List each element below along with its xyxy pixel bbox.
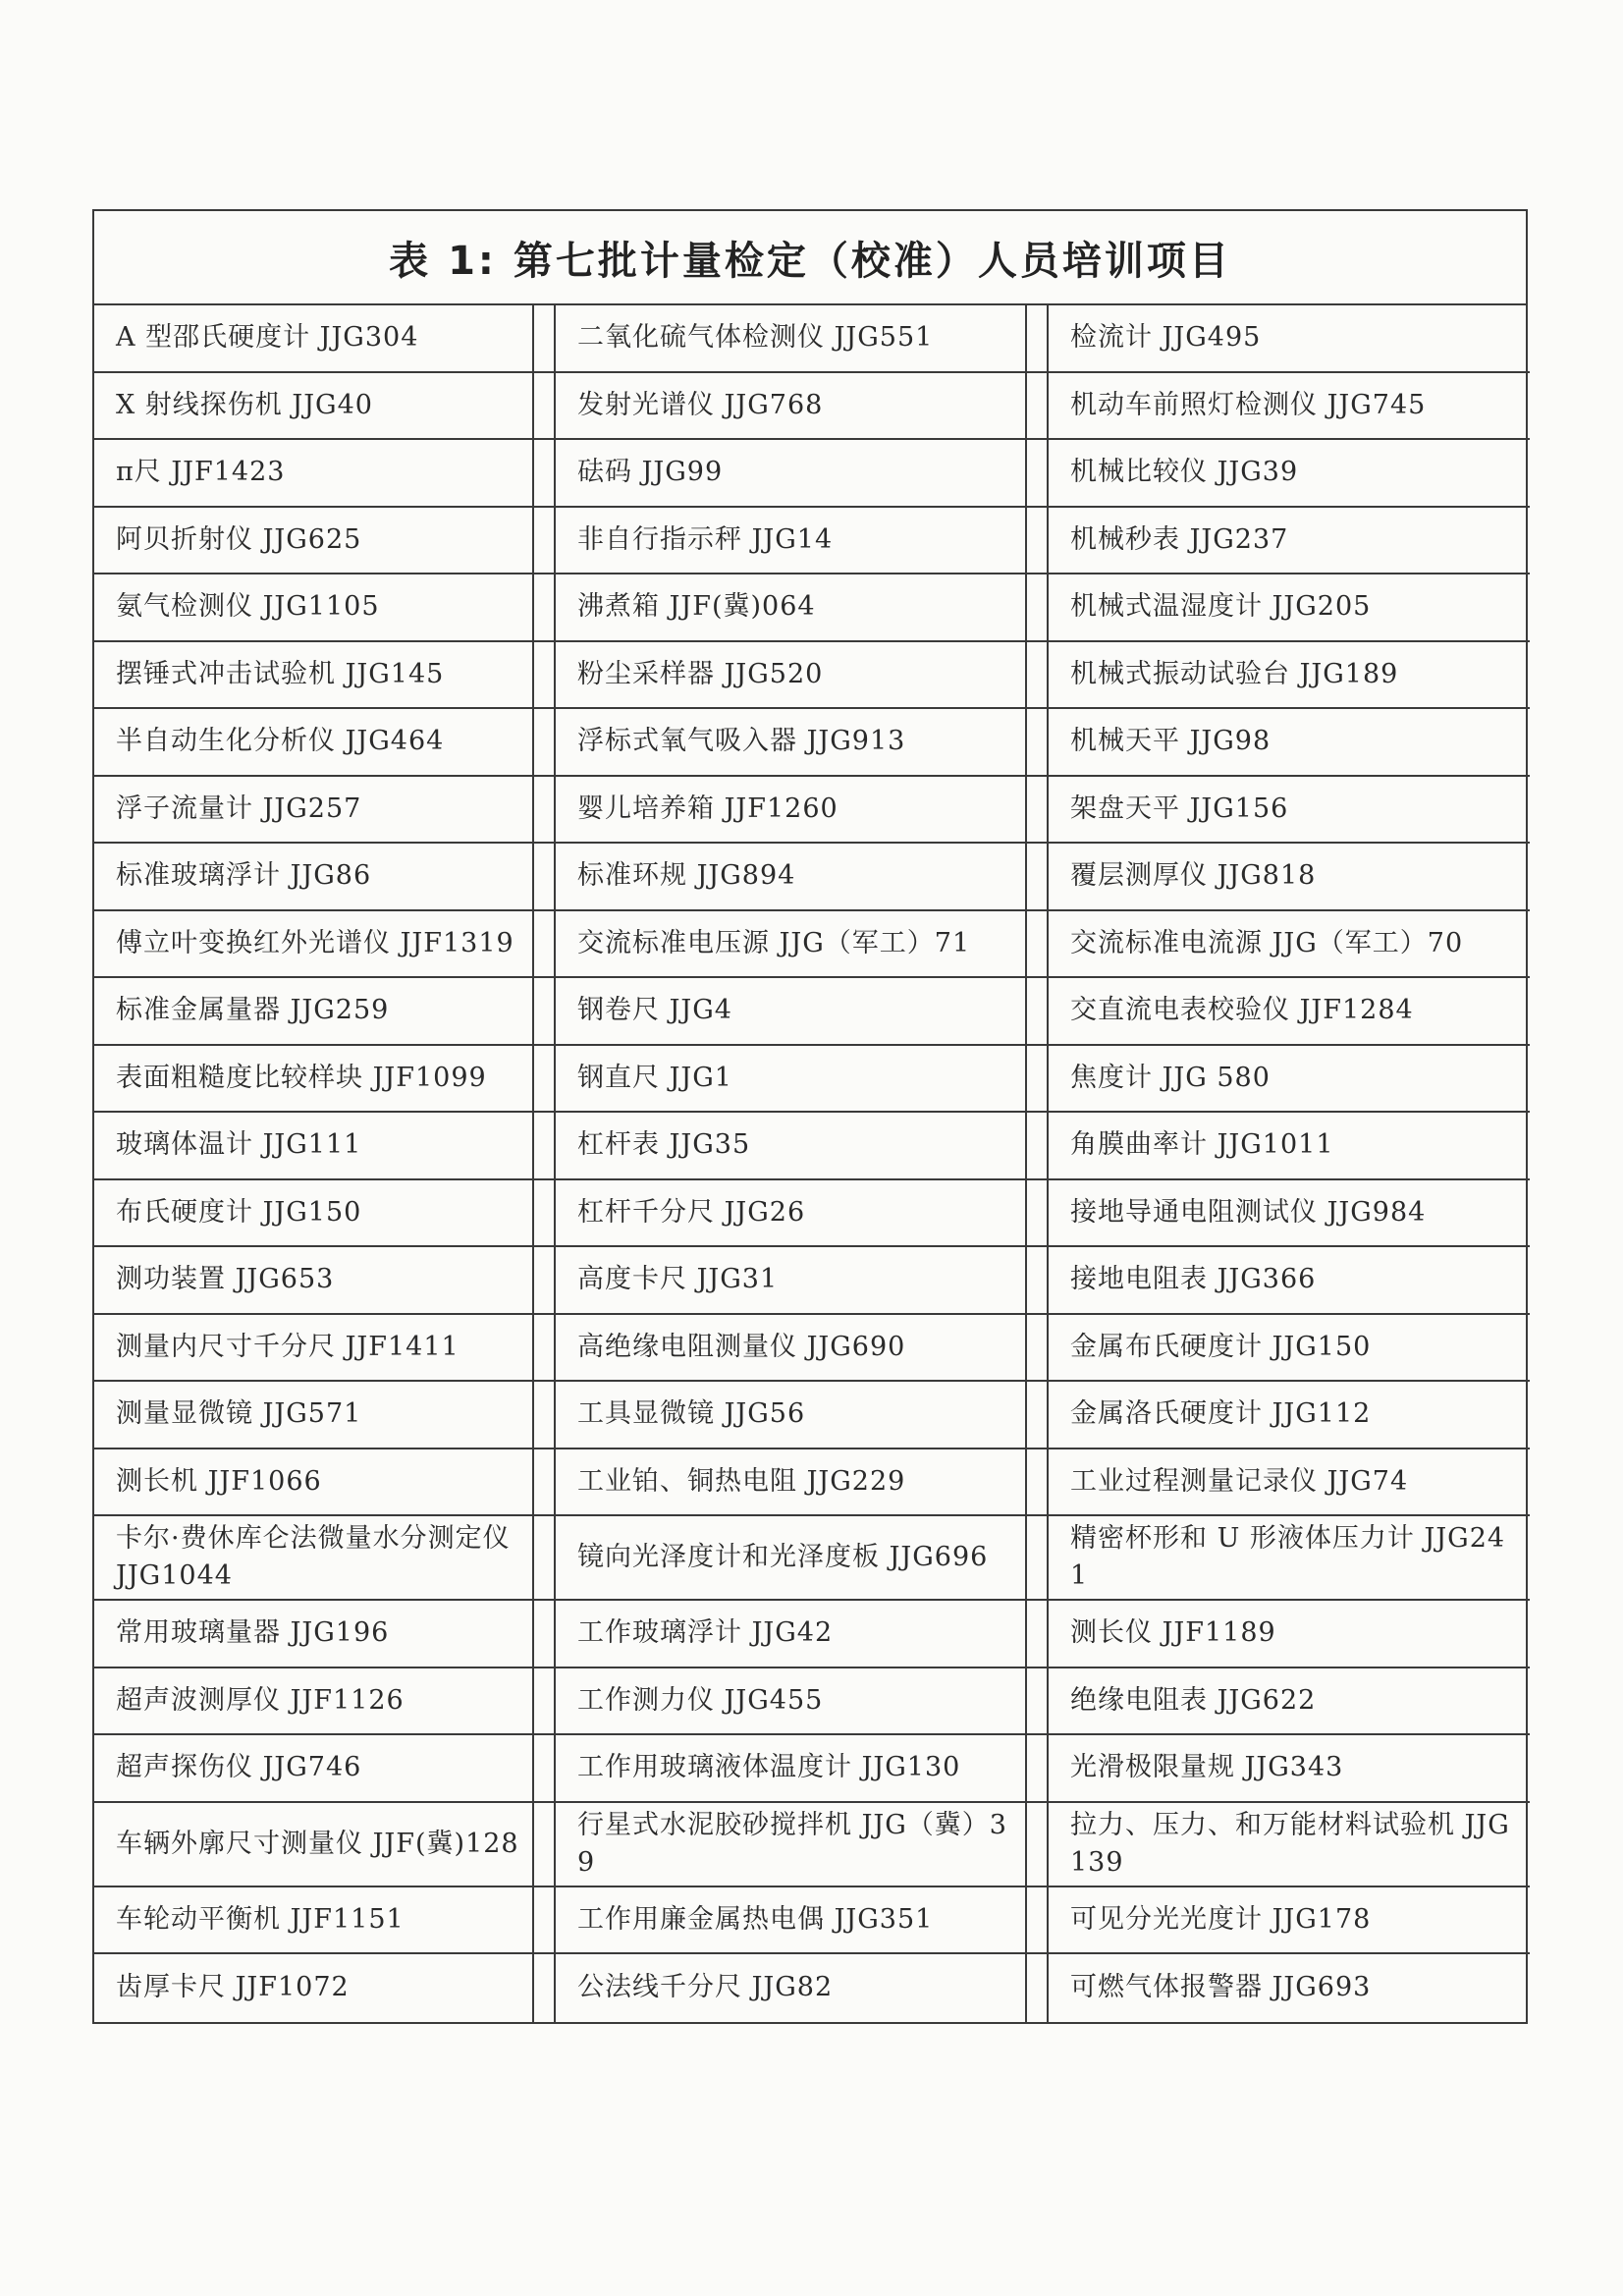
column-gap bbox=[534, 911, 556, 979]
table-cell: 机械比较仪 JJG39 bbox=[1049, 440, 1530, 508]
column-gap bbox=[1027, 1449, 1049, 1517]
table-cell: 齿厚卡尺 JJF1072 bbox=[94, 1954, 534, 2022]
table-cell: 卡尔·费休库仑法微量水分测定仪 JJG1044 bbox=[94, 1516, 534, 1601]
column-gap bbox=[1027, 1735, 1049, 1803]
table-cell: 非自行指示秤 JJG14 bbox=[556, 508, 1027, 575]
table-cell: 焦度计 JJG 580 bbox=[1049, 1046, 1530, 1114]
table-row bbox=[94, 1315, 1530, 1383]
items-grid-body bbox=[94, 305, 1530, 2022]
table-row bbox=[94, 1046, 1530, 1114]
column-gap bbox=[534, 642, 556, 710]
table-cell: 高绝缘电阻测量仪 JJG690 bbox=[556, 1315, 1027, 1383]
column-gap bbox=[534, 978, 556, 1046]
column-gap bbox=[1027, 642, 1049, 710]
table-row bbox=[94, 1113, 1530, 1180]
column-gap bbox=[1027, 1113, 1049, 1180]
table-cell: 接地电阻表 JJG366 bbox=[1049, 1247, 1530, 1315]
table-cell: 机械式温湿度计 JJG205 bbox=[1049, 574, 1530, 642]
table-row bbox=[94, 844, 1530, 911]
column-gap bbox=[1027, 978, 1049, 1046]
column-gap bbox=[1027, 911, 1049, 979]
table-cell: 镜向光泽度计和光泽度板 JJG696 bbox=[556, 1516, 1027, 1601]
table-cell: 布氏硬度计 JJG150 bbox=[94, 1180, 534, 1248]
table-cell: 车轮动平衡机 JJF1151 bbox=[94, 1887, 534, 1955]
table-row bbox=[94, 1516, 1530, 1601]
column-gap bbox=[534, 440, 556, 508]
table-cell: X 射线探伤机 JJG40 bbox=[94, 373, 534, 441]
table-cell: 杠杆表 JJG35 bbox=[556, 1113, 1027, 1180]
table-cell: 玻璃体温计 JJG111 bbox=[94, 1113, 534, 1180]
column-gap bbox=[534, 1601, 556, 1668]
column-gap bbox=[534, 1247, 556, 1315]
table-cell: 交直流电表校验仪 JJF1284 bbox=[1049, 978, 1530, 1046]
table-row bbox=[94, 642, 1530, 710]
table-cell: 公法线千分尺 JJG82 bbox=[556, 1954, 1027, 2022]
table-row bbox=[94, 1668, 1530, 1736]
table-cell: 标准金属量器 JJG259 bbox=[94, 978, 534, 1046]
table-cell: 交流标准电流源 JJG（军工）70 bbox=[1049, 911, 1530, 979]
table-cell: 超声探伤仪 JJG746 bbox=[94, 1735, 534, 1803]
table-cell: 钢卷尺 JJG4 bbox=[556, 978, 1027, 1046]
column-gap bbox=[534, 1382, 556, 1449]
table-cell: 检流计 JJG495 bbox=[1049, 305, 1530, 373]
table-cell: 傅立叶变换红外光谱仪 JJF1319 bbox=[94, 911, 534, 979]
table-cell: 阿贝折射仪 JJG625 bbox=[94, 508, 534, 575]
table-cell: 半自动生化分析仪 JJG464 bbox=[94, 709, 534, 777]
table-cell: 接地导通电阻测试仪 JJG984 bbox=[1049, 1180, 1530, 1248]
title-row bbox=[94, 211, 1526, 305]
table-cell: 机械式振动试验台 JJG189 bbox=[1049, 642, 1530, 710]
table-cell: A 型邵氏硬度计 JJG304 bbox=[94, 305, 534, 373]
table-cell: 工作用玻璃液体温度计 JJG130 bbox=[556, 1735, 1027, 1803]
column-gap bbox=[1027, 1382, 1049, 1449]
column-gap bbox=[534, 574, 556, 642]
column-gap bbox=[534, 373, 556, 441]
column-gap bbox=[1027, 305, 1049, 373]
table-cell: 氨气检测仪 JJG1105 bbox=[94, 574, 534, 642]
table-cell: π尺 JJF1423 bbox=[94, 440, 534, 508]
table-cell: 机动车前照灯检测仪 JJG745 bbox=[1049, 373, 1530, 441]
table-cell: 测量内尺寸千分尺 JJF1411 bbox=[94, 1315, 534, 1383]
page-title: 表 1: 第七批计量检定（校准）人员培训项目 bbox=[389, 238, 1231, 284]
table-cell: 测量显微镜 JJG571 bbox=[94, 1382, 534, 1449]
column-gap bbox=[1027, 1315, 1049, 1383]
column-gap bbox=[1027, 508, 1049, 575]
table-cell: 常用玻璃量器 JJG196 bbox=[94, 1601, 534, 1668]
table-cell: 标准环规 JJG894 bbox=[556, 844, 1027, 911]
table-cell: 发射光谱仪 JJG768 bbox=[556, 373, 1027, 441]
table-cell: 摆锤式冲击试验机 JJG145 bbox=[94, 642, 534, 710]
table-cell: 金属布氏硬度计 JJG150 bbox=[1049, 1315, 1530, 1383]
column-gap bbox=[1027, 844, 1049, 911]
table-row bbox=[94, 1247, 1530, 1315]
table-cell: 浮子流量计 JJG257 bbox=[94, 777, 534, 845]
table-cell: 超声波测厚仪 JJF1126 bbox=[94, 1668, 534, 1736]
table-cell: 可燃气体报警器 JJG693 bbox=[1070, 1972, 1372, 2003]
items-grid bbox=[94, 305, 1530, 2022]
table-row bbox=[94, 1954, 1530, 2022]
table-row bbox=[94, 574, 1530, 642]
column-gap bbox=[1027, 1046, 1049, 1114]
table-cell: 砝码 JJG99 bbox=[556, 440, 1027, 508]
column-gap bbox=[534, 1668, 556, 1736]
table-cell: 交流标准电压源 JJG（军工）71 bbox=[556, 911, 1027, 979]
column-gap bbox=[1027, 574, 1049, 642]
table-cell: 工业过程测量记录仪 JJG74 bbox=[1049, 1449, 1530, 1517]
table-row bbox=[94, 978, 1530, 1046]
column-gap bbox=[1027, 1180, 1049, 1248]
column-gap bbox=[1027, 1803, 1049, 1887]
table-cell: 工作用廉金属热电偶 JJG351 bbox=[556, 1887, 1027, 1955]
column-gap bbox=[1027, 1516, 1049, 1601]
table-cell: 行星式水泥胶砂搅拌机 JJG（冀）39 bbox=[556, 1803, 1027, 1887]
table-cell: 车辆外廓尺寸测量仪 JJF(冀)128 bbox=[94, 1803, 534, 1887]
table-cell: 婴儿培养箱 JJF1260 bbox=[556, 777, 1027, 845]
column-gap bbox=[534, 1887, 556, 1955]
table-row bbox=[94, 777, 1530, 845]
table-cell: 光滑极限量规 JJG343 bbox=[1049, 1735, 1530, 1803]
column-gap bbox=[534, 1516, 556, 1601]
column-gap bbox=[534, 1315, 556, 1383]
column-gap bbox=[534, 1735, 556, 1803]
table-cell: 工具显微镜 JJG56 bbox=[556, 1382, 1027, 1449]
table-row bbox=[94, 709, 1530, 777]
column-gap bbox=[1027, 373, 1049, 441]
table-cell: 机械秒表 JJG237 bbox=[1049, 508, 1530, 575]
table-cell: 标准玻璃浮计 JJG86 bbox=[94, 844, 534, 911]
column-gap bbox=[534, 709, 556, 777]
table-cell: 二氧化硫气体检测仪 JJG551 bbox=[556, 305, 1027, 373]
table-row bbox=[94, 1382, 1530, 1449]
table-row bbox=[94, 1735, 1530, 1803]
table-cell: 工作玻璃浮计 JJG42 bbox=[556, 1601, 1027, 1668]
training-items-table bbox=[92, 209, 1528, 2024]
column-gap bbox=[534, 1449, 556, 1517]
table-cell: 测长仪 JJF1189 bbox=[1049, 1601, 1530, 1668]
table-row bbox=[94, 1449, 1530, 1517]
column-gap bbox=[534, 1180, 556, 1248]
column-gap bbox=[534, 1954, 556, 2022]
table-cell: 工业铂、铜热电阻 JJG229 bbox=[556, 1449, 1027, 1517]
table-cell: 可见分光光度计 JJG178 bbox=[1049, 1887, 1530, 1955]
table-cell: 高度卡尺 JJG31 bbox=[556, 1247, 1027, 1315]
table-cell: 表面粗糙度比较样块 JJF1099 bbox=[94, 1046, 534, 1114]
column-gap bbox=[1027, 1601, 1049, 1668]
table-row bbox=[94, 911, 1530, 979]
table-row bbox=[94, 1887, 1530, 1955]
column-gap bbox=[1027, 440, 1049, 508]
table-cell: 覆层测厚仪 JJG818 bbox=[1049, 844, 1530, 911]
table-row bbox=[94, 373, 1530, 441]
column-gap bbox=[534, 844, 556, 911]
column-gap bbox=[534, 1046, 556, 1114]
table-cell: 沸煮箱 JJF(冀)064 bbox=[556, 574, 1027, 642]
table-cell: 工作测力仪 JJG455 bbox=[556, 1668, 1027, 1736]
table-cell: 浮标式氧气吸入器 JJG913 bbox=[556, 709, 1027, 777]
table-cell: 拉力、压力、和万能材料试验机 JJG139 bbox=[1049, 1803, 1530, 1887]
column-gap bbox=[1027, 709, 1049, 777]
column-gap bbox=[1027, 777, 1049, 845]
column-gap bbox=[1027, 1668, 1049, 1736]
table-cell: 金属洛氏硬度计 JJG112 bbox=[1049, 1382, 1530, 1449]
table-cell: 架盘天平 JJG156 bbox=[1049, 777, 1530, 845]
column-gap bbox=[534, 777, 556, 845]
table-cell: 角膜曲率计 JJG1011 bbox=[1049, 1113, 1530, 1180]
table-cell: 杠杆千分尺 JJG26 bbox=[556, 1180, 1027, 1248]
table-cell: 机械天平 JJG98 bbox=[1049, 709, 1530, 777]
table-cell: 粉尘采样器 JJG520 bbox=[556, 642, 1027, 710]
table-cell: 测功装置 JJG653 bbox=[94, 1247, 534, 1315]
column-gap bbox=[534, 508, 556, 575]
table-cell: 测长机 JJF1066 bbox=[94, 1449, 534, 1517]
table-row bbox=[94, 440, 1530, 508]
table-cell: 钢直尺 JJG1 bbox=[556, 1046, 1027, 1114]
table-row bbox=[94, 1803, 1530, 1887]
table-cell: 精密杯形和 U 形液体压力计 JJG241 bbox=[1049, 1516, 1530, 1601]
table-row bbox=[94, 305, 1530, 373]
column-gap bbox=[1027, 1954, 1049, 2022]
column-gap bbox=[1027, 1887, 1049, 1955]
column-gap bbox=[534, 305, 556, 373]
table-row bbox=[94, 1601, 1530, 1668]
table-cell: 绝缘电阻表 JJG622 bbox=[1049, 1668, 1530, 1736]
column-gap bbox=[1027, 1247, 1049, 1315]
column-gap bbox=[534, 1113, 556, 1180]
column-gap bbox=[534, 1803, 556, 1887]
table-row bbox=[94, 508, 1530, 575]
table-row bbox=[94, 1180, 1530, 1248]
